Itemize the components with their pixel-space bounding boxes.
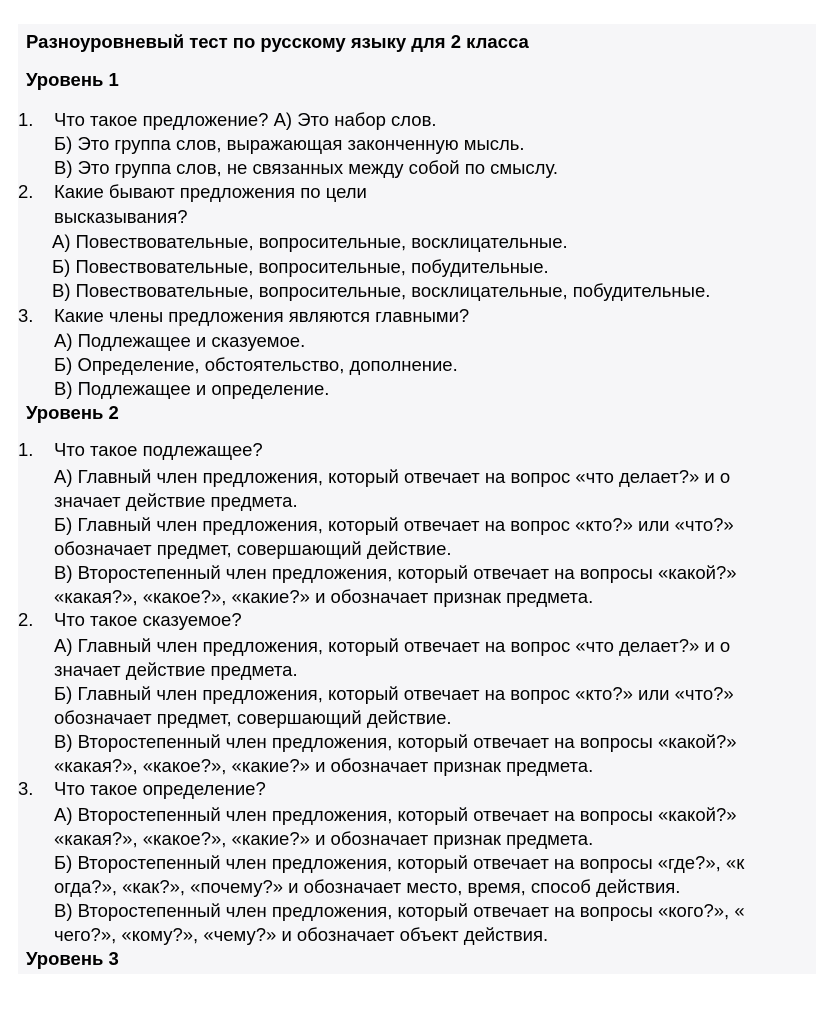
answer-option-continued: значает действие предмета. [54, 659, 298, 680]
document-title: Разноуровневый тест по русскому языку для 2 класса [26, 31, 529, 52]
answer-option-continued: огда?», «как?», «почему?» и обозначает место, время, способ действия. [54, 876, 681, 897]
question-text: Что такое предложение? А) Это набор слов. [54, 109, 437, 130]
question-number: 3. [18, 778, 34, 799]
question-text: Что такое сказуемое? [54, 609, 242, 630]
answer-option: А) Главный член предложения, который отвечает на вопрос «что делает?» и о [54, 635, 731, 656]
level-3-heading: Уровень 3 [26, 948, 119, 969]
answer-option: А) Повествовательные, вопросительные, восклицательные. [52, 231, 568, 252]
answer-option: В) Второстепенный член предложения, который отвечает на вопросы «какой?» [54, 731, 737, 752]
question-text: Какие члены предложения являются главными? [54, 305, 470, 326]
answer-option: Б) Второстепенный член предложения, который отвечает на вопросы «где?», «к [54, 852, 745, 873]
answer-option: В) Второстепенный член предложения, который отвечает на вопросы «какой?» [54, 562, 737, 583]
answer-option: В) Это группа слов, не связанных между собой по смыслу. [54, 157, 559, 178]
answer-option-continued: чего?», «кому?», «чему?» и обозначает объект действия. [54, 924, 549, 945]
answer-option: А) Второстепенный член предложения, который отвечает на вопросы «какой?» [54, 804, 737, 825]
level-1-heading: Уровень 1 [26, 69, 119, 90]
answer-option-continued: обозначает предмет, совершающий действие. [54, 707, 452, 728]
answer-option: А) Подлежащее и сказуемое. [54, 330, 306, 351]
answer-option-continued: «какая?», «какое?», «какие?» и обозначает признак предмета. [54, 755, 594, 776]
answer-option-continued: «какая?», «какое?», «какие?» и обозначает признак предмета. [54, 586, 594, 607]
answer-option: Б) Главный член предложения, который отвечает на вопрос «кто?» или «что?» [54, 683, 734, 704]
answer-option-continued: обозначает предмет, совершающий действие. [54, 538, 452, 559]
answer-option: Б) Главный член предложения, который отвечает на вопрос «кто?» или «что?» [54, 514, 734, 535]
answer-option: В) Повествовательные, вопросительные, восклицательные, побудительные. [52, 280, 711, 301]
answer-option-continued: значает действие предмета. [54, 490, 298, 511]
answer-option-continued: «какая?», «какое?», «какие?» и обозначает признак предмета. [54, 828, 594, 849]
question-number: 2. [18, 609, 34, 630]
question-text-continued: высказывания? [54, 206, 188, 227]
answer-option: Б) Это группа слов, выражающая законченную мысль. [54, 133, 525, 154]
answer-option: Б) Определение, обстоятельство, дополнение. [54, 354, 458, 375]
question-number: 2. [18, 181, 34, 202]
answer-option: В) Второстепенный член предложения, который отвечает на вопросы «кого?», « [54, 900, 745, 921]
question-number: 3. [18, 305, 34, 326]
answer-option: А) Главный член предложения, который отвечает на вопрос «что делает?» и о [54, 466, 731, 487]
answer-option: В) Подлежащее и определение. [54, 378, 330, 399]
question-text: Что такое определение? [54, 778, 266, 799]
question-text: Какие бывают предложения по цели [54, 181, 367, 202]
question-number: 1. [18, 109, 34, 130]
question-text: Что такое подлежащее? [54, 439, 263, 460]
answer-option: Б) Повествовательные, вопросительные, побудительные. [52, 256, 549, 277]
document-page [18, 24, 816, 974]
level-2-heading: Уровень 2 [26, 402, 119, 423]
question-number: 1. [18, 439, 34, 460]
